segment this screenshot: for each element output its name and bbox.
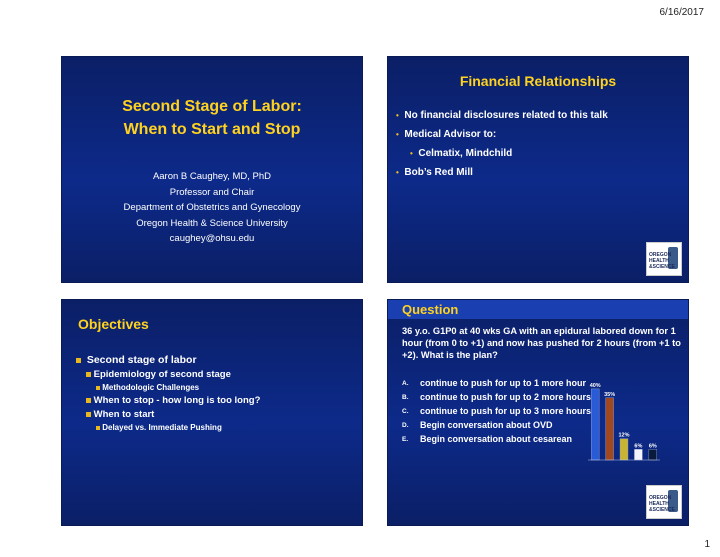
author-role: Professor and Chair (169, 186, 255, 198)
ohsu-logo (646, 485, 682, 519)
objective-level2: When to start (76, 408, 356, 422)
objective-level1: Second stage of labor (76, 352, 356, 368)
financial-bullets (396, 106, 681, 182)
logo-text: OREGON HEALTH &SCIENCE (649, 495, 675, 513)
bullet-subitem: • Celmatix, Mindchild (410, 148, 513, 159)
answer-option: C. continue to push for up to 3 more hours (402, 406, 591, 416)
objective-level2: Epidemiology of second stage (76, 368, 356, 382)
answer-option: E. Begin conversation about cesarean (402, 434, 573, 444)
slide-objectives (62, 300, 362, 525)
title-line-1: Second Stage of Labor: (122, 98, 302, 115)
objectives-list (76, 352, 356, 434)
square-bullet-icon (96, 426, 100, 430)
author-name: Aaron B Caughey, MD, PhD (152, 171, 272, 182)
slide-title-heading (62, 95, 362, 141)
slide-financial-title: Financial Relationships (459, 73, 617, 89)
chart-bar (634, 449, 642, 460)
chart-data-label: 6% (634, 443, 643, 450)
bullet-item: • Bob’s Red Mill (396, 167, 473, 178)
answer-options (402, 378, 607, 445)
answer-option: A. continue to push for up to 1 more hour (402, 378, 586, 388)
slide-financial (388, 57, 688, 282)
square-bullet-icon (76, 358, 81, 363)
square-bullet-icon (86, 412, 91, 417)
objective-level3: Delayed vs. Immediate Pushing (76, 422, 356, 434)
chart-bar (620, 439, 628, 460)
author-univ: Oregon Health & Science University (136, 217, 288, 229)
logo-text: OREGON HEALTH &SCIENCE (649, 252, 675, 270)
page-date: 6/16/2017 (659, 7, 704, 18)
author-dept: Department of Obstetrics and Gynecology (123, 202, 301, 213)
objective-level2: When to stop - how long is too long? (76, 394, 356, 408)
slide-title (62, 57, 362, 282)
chart-data-label: 6% (648, 443, 657, 450)
question-stem: 36 y.o. G1P0 at 40 wks GA with an epidural labored down for 1 hour (from 0 to +1) and now has pushed for 2 hours (from +1 to +2). What is the plan? (402, 326, 681, 360)
chart-data-label: 40% (589, 382, 601, 389)
chart-bar (591, 389, 599, 460)
slide-question-title: Question (402, 302, 459, 317)
chart-bar (649, 449, 657, 460)
square-bullet-icon (86, 398, 91, 403)
answer-option: D. Begin conversation about OVD (402, 420, 553, 430)
title-line-2: When to Start and Stop (123, 121, 301, 138)
response-bar-chart (588, 368, 660, 466)
author-block (62, 169, 362, 247)
bullet-item: • No financial disclosures related to this talk (396, 110, 608, 121)
square-bullet-icon (86, 372, 91, 377)
chart-data-label: 35% (604, 391, 616, 398)
slide-objectives-title: Objectives (78, 316, 149, 332)
author-email: caughey@ohsu.edu (169, 233, 255, 244)
slide-question (388, 300, 688, 525)
ohsu-logo (646, 242, 682, 276)
bullet-item: • Medical Advisor to: (396, 129, 497, 140)
square-bullet-icon (96, 386, 100, 390)
chart-data-label: 12% (618, 432, 630, 439)
answer-option: B. continue to push for up to 2 more hours (402, 392, 591, 402)
page-number: 1 (704, 539, 710, 550)
chart-bar (606, 398, 614, 460)
objective-level3: Methodologic Challenges (76, 382, 356, 394)
